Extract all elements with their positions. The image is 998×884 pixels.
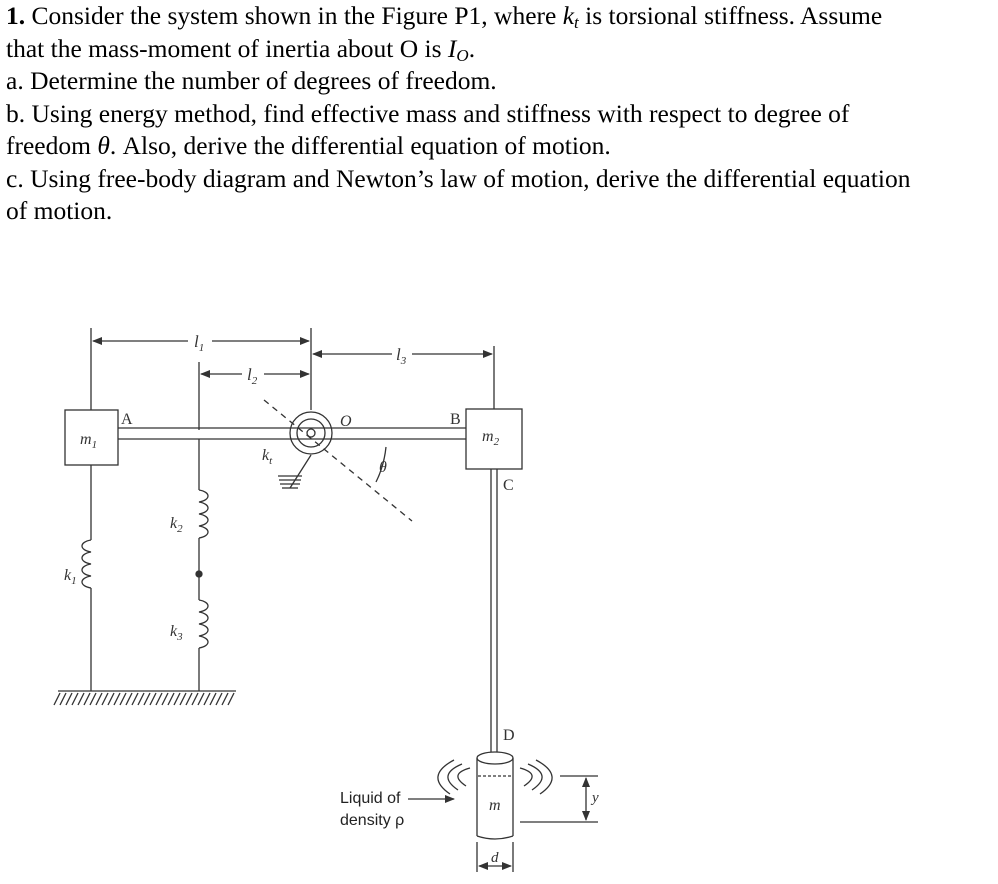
hatch-line [66, 693, 72, 705]
label-d: d [491, 850, 499, 866]
k3-coil [199, 600, 208, 648]
theta-reference-line [264, 400, 412, 521]
liquid-ripples [438, 760, 552, 794]
pivot-mid [297, 419, 325, 447]
label-l2: $l_2$ [247, 365, 258, 387]
k1-coil [82, 540, 91, 588]
hatch-line [114, 693, 120, 705]
label-theta: θ [379, 459, 387, 476]
hatch-line [90, 693, 96, 705]
hatch-line [228, 693, 234, 705]
part-c-line-1: c. Using free-body diagram and Newton’s law of motion, derive the differential equation [6, 163, 911, 193]
intro-text-b: is torsional stiffness. Assume [585, 1, 883, 30]
hatch-line [216, 693, 222, 705]
pivot-outer [290, 412, 332, 454]
ground-hatch [54, 693, 234, 705]
label-B: B [450, 411, 461, 428]
hatch-line [162, 693, 168, 705]
hatch-line [192, 693, 198, 705]
part-b-line-1: b. Using energy method, find effective mass and stiffness with respect to degree of [6, 98, 850, 128]
label-m2: $m_2$ [482, 428, 500, 448]
label-D: D [503, 727, 515, 744]
hatch-line [126, 693, 132, 705]
kt-subscript: t [574, 13, 579, 32]
problem-number: 1. [6, 1, 26, 30]
pivot-support-line [290, 455, 311, 488]
hatch-line [156, 693, 162, 705]
label-k2: $k_2$ [170, 515, 183, 535]
hatch-line [108, 693, 114, 705]
hatch-line [78, 693, 84, 705]
hatch-line [198, 693, 204, 705]
damper-top [477, 752, 513, 764]
label-m1: $m_1$ [80, 431, 98, 451]
hatch-line [60, 693, 66, 705]
hatch-line [84, 693, 90, 705]
hatch-line [150, 693, 156, 705]
hatch-line [102, 693, 108, 705]
hatch-line [72, 693, 78, 705]
io-subscript: O [456, 45, 469, 65]
hatch-line [54, 693, 60, 705]
io-symbol: I [447, 33, 457, 63]
hatch-line [138, 693, 144, 705]
label-l3: $l_3$ [396, 345, 407, 367]
hatch-line [96, 693, 102, 705]
hatch-line [174, 693, 180, 705]
label-k3: $k_3$ [170, 623, 183, 643]
label-y: y [592, 790, 599, 806]
hatch-line [120, 693, 126, 705]
label-l1: $l_1$ [194, 332, 205, 354]
label-A: A [121, 411, 133, 428]
hatch-line [210, 693, 216, 705]
part-c-line-2: of motion. [6, 196, 113, 225]
hatch-line [186, 693, 192, 705]
hatch-line [168, 693, 174, 705]
hatch-line [144, 693, 150, 705]
label-liquid-2: density ρ [340, 812, 405, 829]
label-m: m [489, 797, 501, 814]
k2-coil [199, 490, 208, 538]
label-O: O [340, 413, 352, 430]
damper-bottom [477, 836, 513, 839]
kt-symbol: k [562, 1, 575, 30]
inertia-period: . [468, 33, 476, 63]
label-kt: $k_t$ [262, 447, 273, 467]
ground-hatch-torsional [278, 476, 302, 488]
intro-text-a: Consider the system shown in the Figure P1, where [31, 1, 557, 30]
k23-junction [196, 571, 202, 577]
label-k1: $k_1$ [64, 567, 77, 587]
theta-symbol: θ [97, 131, 110, 160]
part-b-rest: . Also, derive the differential equation of motion. [109, 131, 611, 160]
hatch-line [132, 693, 138, 705]
hatch-line [180, 693, 186, 705]
part-a: a. Determine the number of degrees of freedom. [6, 66, 497, 95]
label-liquid-1: Liquid of [340, 790, 401, 807]
label-C: C [503, 477, 514, 494]
inertia-text: that the mass-moment of inertia about O is [6, 33, 442, 63]
part-b-freedom: freedom [6, 131, 91, 160]
hatch-line [204, 693, 210, 705]
hatch-line [222, 693, 228, 705]
